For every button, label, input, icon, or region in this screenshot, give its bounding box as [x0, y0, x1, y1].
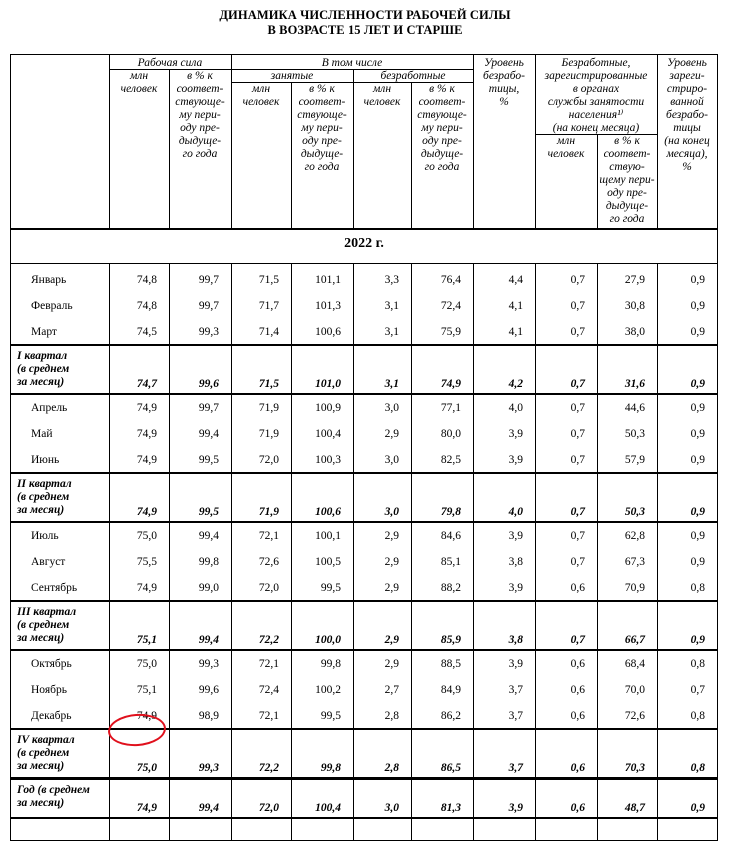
table-cell: 100,4: [315, 428, 341, 440]
table-cell: 0,7: [570, 556, 585, 568]
table-cell: 3,9: [508, 454, 523, 466]
quarter-label: Год (в среднем за месяц): [17, 784, 90, 809]
table-cell: 72,4: [440, 300, 461, 312]
table-rule: [11, 521, 717, 523]
table-cell: 2,9: [384, 556, 399, 568]
table-cell: 3,7: [508, 762, 523, 774]
table-cell: 70,3: [624, 762, 645, 774]
table-rule: [231, 82, 473, 83]
header-lf-mln: млн человек: [120, 70, 158, 95]
quarter-label: I квартал (в среднем за месяц): [17, 350, 70, 388]
month-label: Декабрь: [31, 710, 72, 722]
table-cell: 0,9: [690, 428, 705, 440]
table-cell: 75,5: [136, 556, 157, 568]
month-label: Май: [31, 428, 53, 440]
table-cell: 99,7: [198, 300, 219, 312]
table-cell: 0,6: [570, 684, 585, 696]
table-cell: 74,9: [136, 710, 157, 722]
table-cell: 98,9: [198, 710, 219, 722]
header-registered-rate: Уровень зареги- стриро- ванной безрабо- тицы (на конец месяца), %: [664, 57, 710, 173]
table-cell: 71,7: [258, 300, 279, 312]
table-cell: 50,3: [624, 428, 645, 440]
table-cell: 74,9: [136, 582, 157, 594]
table-cell: 99,4: [198, 530, 219, 542]
table-cell: 100,5: [315, 556, 341, 568]
table-rule: [657, 55, 658, 228]
header-including: В том числе: [321, 57, 383, 69]
table-rule: [169, 264, 170, 840]
table-rule: [411, 264, 412, 840]
table-cell: 0,6: [570, 710, 585, 722]
table-cell: 86,2: [440, 710, 461, 722]
table-rule: [169, 69, 170, 228]
header-unemp-mln: млн человек: [363, 83, 401, 108]
table-cell: 72,4: [258, 684, 279, 696]
table-cell: 99,0: [198, 582, 219, 594]
table-cell: 71,9: [258, 402, 279, 414]
table-rule: [11, 228, 717, 230]
table-cell: 99,7: [198, 402, 219, 414]
table-cell: 99,3: [198, 762, 219, 774]
month-label: Сентябрь: [31, 582, 78, 594]
table-cell: 75,0: [136, 658, 157, 670]
table-rule: [109, 55, 110, 228]
table-cell: 3,0: [384, 802, 399, 814]
table-cell: 74,8: [136, 300, 157, 312]
table-cell: 0,9: [690, 556, 705, 568]
table-cell: 3,9: [508, 658, 523, 670]
table-cell: 2,9: [384, 658, 399, 670]
table-cell: 70,0: [624, 684, 645, 696]
table-cell: 101,3: [315, 300, 341, 312]
table-cell: 0,8: [690, 582, 705, 594]
table-rule: [11, 817, 717, 819]
table-cell: 3,9: [508, 428, 523, 440]
table-cell: 0,7: [570, 378, 585, 390]
table-cell: 100,9: [315, 402, 341, 414]
table-cell: 27,9: [624, 274, 645, 286]
table-cell: 79,8: [440, 506, 461, 518]
table-cell: 88,5: [440, 658, 461, 670]
table-cell: 3,0: [384, 454, 399, 466]
table-cell: 3,1: [384, 300, 399, 312]
table-cell: 85,1: [440, 556, 461, 568]
table-cell: 0,7: [570, 506, 585, 518]
table-cell: 88,2: [440, 582, 461, 594]
table-cell: 2,9: [384, 634, 399, 646]
title-line-2: В ВОЗРАСТЕ 15 ЛЕТ И СТАРШЕ: [267, 23, 463, 37]
table-cell: 101,1: [315, 274, 341, 286]
table-cell: 99,3: [198, 326, 219, 338]
table-cell: 3,8: [508, 634, 523, 646]
header-emp-pct: в % к соответ- ствующе- му пери- оду пре- дыдуще- го года: [297, 83, 347, 173]
table-rule: [11, 472, 717, 474]
table-cell: 30,8: [624, 300, 645, 312]
table-cell: 67,3: [624, 556, 645, 568]
table-cell: 0,6: [570, 762, 585, 774]
table-cell: 74,9: [136, 402, 157, 414]
table-cell: 0,6: [570, 582, 585, 594]
table-cell: 72,6: [258, 556, 279, 568]
table-cell: 3,7: [508, 684, 523, 696]
table-cell: 101,0: [315, 378, 341, 390]
table-cell: 86,5: [440, 762, 461, 774]
table-cell: 84,9: [440, 684, 461, 696]
header-emp-mln: млн человек: [242, 83, 280, 108]
table-cell: 76,4: [440, 274, 461, 286]
month-label: Август: [31, 556, 66, 568]
table-cell: 100,2: [315, 684, 341, 696]
table-rule: [353, 69, 354, 228]
table-cell: 3,1: [384, 326, 399, 338]
table-cell: 70,9: [624, 582, 645, 594]
table-rule: [473, 55, 474, 228]
month-label: Октябрь: [31, 658, 72, 670]
table-cell: 4,0: [508, 402, 523, 414]
table-cell: 3,9: [508, 802, 523, 814]
page-title: [0, 8, 730, 38]
month-label: Июнь: [31, 454, 60, 466]
table-cell: 31,6: [624, 378, 645, 390]
table-rule: [535, 134, 657, 135]
table-rule: [291, 82, 292, 228]
table-cell: 75,0: [136, 530, 157, 542]
table-cell: 4,2: [508, 378, 523, 390]
table-cell: 0,7: [570, 530, 585, 542]
table-cell: 74,9: [136, 802, 157, 814]
table-cell: 2,9: [384, 582, 399, 594]
table-cell: 99,8: [198, 556, 219, 568]
table-cell: 0,9: [690, 326, 705, 338]
table-cell: 0,8: [690, 658, 705, 670]
year-heading: 2022 г.: [344, 236, 384, 251]
table-cell: 2,9: [384, 428, 399, 440]
table-cell: 80,0: [440, 428, 461, 440]
table-cell: 99,4: [198, 634, 219, 646]
table-cell: 71,5: [258, 378, 279, 390]
table-cell: 4,0: [508, 506, 523, 518]
table-cell: 74,8: [136, 274, 157, 286]
table-rule: [11, 344, 717, 346]
table-rule: [231, 69, 473, 70]
table-cell: 99,5: [320, 582, 341, 594]
table-cell: 99,6: [198, 378, 219, 390]
table-cell: 72,6: [624, 710, 645, 722]
table-cell: 81,3: [440, 802, 461, 814]
title-line-1: ДИНАМИКА ЧИСЛЕННОСТИ РАБОЧЕЙ СИЛЫ: [219, 8, 511, 22]
table-cell: 99,3: [198, 658, 219, 670]
header-reg-pct: в % к соответ- ствую- щему пери- оду пре- дыдуще- го года: [599, 135, 655, 225]
table-cell: 57,9: [624, 454, 645, 466]
table-cell: 75,0: [136, 762, 157, 774]
table-cell: 99,5: [320, 710, 341, 722]
table-cell: 75,9: [440, 326, 461, 338]
table-cell: 4,1: [508, 300, 523, 312]
table-cell: 100,6: [315, 506, 341, 518]
table-cell: 74,7: [136, 378, 157, 390]
table-cell: 99,4: [198, 428, 219, 440]
table-cell: 0,7: [570, 428, 585, 440]
table-cell: 99,6: [198, 684, 219, 696]
quarter-label: III квартал (в среднем за месяц): [17, 606, 77, 644]
table-rule: [231, 55, 232, 228]
table-cell: 0,9: [690, 402, 705, 414]
table-cell: 3,8: [508, 556, 523, 568]
table-rule: [411, 82, 412, 228]
quarter-label: II квартал (в среднем за месяц): [17, 478, 72, 516]
table-cell: 0,6: [570, 658, 585, 670]
month-label: Апрель: [31, 402, 68, 414]
table-rule: [11, 393, 717, 395]
month-label: Июль: [31, 530, 59, 542]
table-cell: 0,7: [570, 634, 585, 646]
table-cell: 44,6: [624, 402, 645, 414]
table-rule: [231, 264, 232, 840]
table-cell: 100,6: [315, 326, 341, 338]
table-cell: 2,9: [384, 530, 399, 542]
table-cell: 100,3: [315, 454, 341, 466]
month-label: Февраль: [31, 300, 73, 312]
table-cell: 0,9: [690, 378, 705, 390]
table-cell: 74,9: [136, 428, 157, 440]
table-cell: 4,1: [508, 326, 523, 338]
table-cell: 99,5: [198, 454, 219, 466]
table-cell: 71,9: [258, 506, 279, 518]
table-cell: 0,7: [570, 454, 585, 466]
table-cell: 100,1: [315, 530, 341, 542]
table-cell: 72,2: [258, 762, 279, 774]
quarter-label: IV квартал (в среднем за месяц): [17, 734, 75, 772]
table-rule: [109, 69, 231, 70]
table-cell: 71,4: [258, 326, 279, 338]
table-cell: 75,1: [136, 634, 157, 646]
table-cell: 99,8: [320, 658, 341, 670]
table-cell: 3,9: [508, 582, 523, 594]
table-cell: 4,4: [508, 274, 523, 286]
table-cell: 71,9: [258, 428, 279, 440]
table-cell: 0,9: [690, 506, 705, 518]
header-unemp-pct: в % к соответ- ствующе- му пери- оду пре- дыдуще- го года: [417, 83, 467, 173]
table-cell: 0,7: [690, 684, 705, 696]
table-cell: 66,7: [624, 634, 645, 646]
table-cell: 2,8: [384, 710, 399, 722]
table-cell: 62,8: [624, 530, 645, 542]
table-cell: 0,9: [690, 634, 705, 646]
table-cell: 0,9: [690, 454, 705, 466]
table-cell: 74,9: [136, 506, 157, 518]
header-employed: занятые: [270, 70, 314, 82]
table-cell: 72,1: [258, 530, 279, 542]
header-unemployment-rate: Уровень безрабо- тицы, %: [483, 57, 525, 108]
table-cell: 82,5: [440, 454, 461, 466]
header-labor-force: Рабочая сила: [137, 57, 203, 69]
header-reg-mln: млн человек: [547, 135, 585, 160]
table-rule: [657, 264, 658, 840]
table-cell: 3,9: [508, 530, 523, 542]
table-cell: 3,3: [384, 274, 399, 286]
table-cell: 0,9: [690, 530, 705, 542]
table-rule: [597, 264, 598, 840]
table-rule: [11, 263, 717, 264]
table-cell: 48,7: [624, 802, 645, 814]
table-cell: 38,0: [624, 326, 645, 338]
table-cell: 72,0: [258, 582, 279, 594]
table-cell: 50,3: [624, 506, 645, 518]
table-cell: 72,0: [258, 454, 279, 466]
table-cell: 0,9: [690, 274, 705, 286]
table-cell: 99,7: [198, 274, 219, 286]
table-cell: 74,5: [136, 326, 157, 338]
header-registered: Безработные, зарегистрированные в органах службы занятости населения¹⁾ (на конец месяца): [544, 57, 648, 134]
table-cell: 0,7: [570, 300, 585, 312]
month-label: Март: [31, 326, 57, 338]
table-cell: 0,7: [570, 274, 585, 286]
table-rule: [11, 778, 717, 780]
table-cell: 72,2: [258, 634, 279, 646]
table-cell: 3,1: [384, 378, 399, 390]
table-cell: 68,4: [624, 658, 645, 670]
table-cell: 0,8: [690, 710, 705, 722]
table-rule: [11, 600, 717, 602]
table-cell: 2,7: [384, 684, 399, 696]
table-cell: 77,1: [440, 402, 461, 414]
table-cell: 84,6: [440, 530, 461, 542]
table-cell: 0,7: [570, 326, 585, 338]
table-cell: 0,9: [690, 300, 705, 312]
table-cell: 3,0: [384, 506, 399, 518]
table-cell: 0,8: [690, 762, 705, 774]
table-cell: 74,9: [440, 378, 461, 390]
table-cell: 72,1: [258, 710, 279, 722]
table-rule: [109, 264, 110, 840]
table-cell: 72,1: [258, 658, 279, 670]
header-lf-pct: в % к соответ- ствующе- му пери- оду пре- дыдуще- го года: [175, 70, 225, 160]
table-cell: 3,7: [508, 710, 523, 722]
table-rule: [473, 264, 474, 840]
table-cell: 100,4: [315, 802, 341, 814]
table-cell: 0,9: [690, 802, 705, 814]
table-rule: [11, 649, 717, 651]
month-label: Январь: [31, 274, 67, 286]
table-cell: 85,9: [440, 634, 461, 646]
table-cell: 0,7: [570, 402, 585, 414]
table-cell: 99,4: [198, 802, 219, 814]
table-cell: 75,1: [136, 684, 157, 696]
table-cell: 100,0: [315, 634, 341, 646]
table-rule: [535, 55, 536, 228]
table-cell: 99,8: [320, 762, 341, 774]
table-rule: [597, 134, 598, 228]
table-rule: [535, 264, 536, 840]
table-cell: 2,8: [384, 762, 399, 774]
table-cell: 72,0: [258, 802, 279, 814]
table-cell: 74,9: [136, 454, 157, 466]
table-cell: 71,5: [258, 274, 279, 286]
table-cell: 3,0: [384, 402, 399, 414]
table-cell: 99,5: [198, 506, 219, 518]
header-unemployed: безработные: [380, 70, 446, 82]
table-rule: [353, 264, 354, 840]
table-cell: 0,6: [570, 802, 585, 814]
month-label: Ноябрь: [31, 684, 67, 696]
table-rule: [291, 264, 292, 840]
